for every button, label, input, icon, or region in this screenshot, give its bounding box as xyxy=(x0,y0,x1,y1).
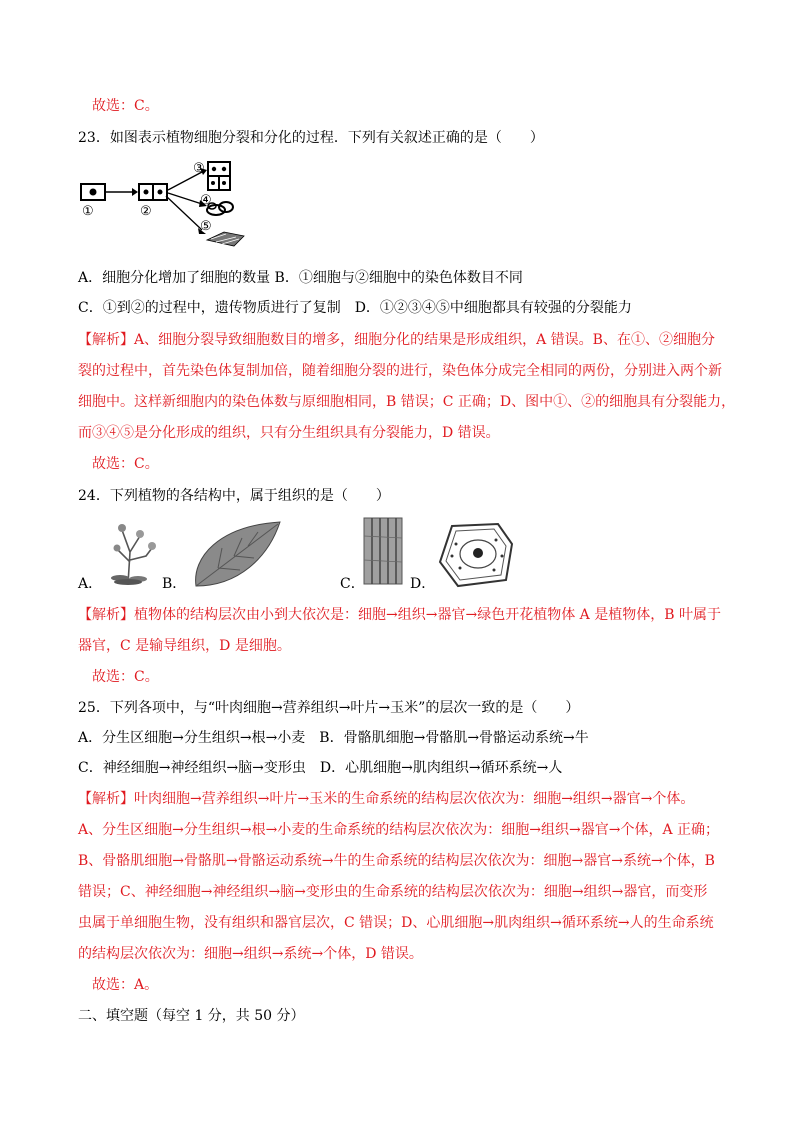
q25-analysis-line2: A、分生区细胞→分生组织→根→小麦的生命系统的结构层次依次为：细胞→组织→器官→个体，A 正确； xyxy=(78,822,720,838)
q24-option-b-label: B． xyxy=(162,576,187,592)
q24-answer: 故选：C。 xyxy=(92,669,159,685)
q23-analysis-line1: 【解析】A、细胞分裂导致细胞数目的增多，细胞分化的结果是形成组织，A 错误。B、在①、②细胞分 xyxy=(78,332,715,348)
fig-label-4: ④ xyxy=(200,193,212,208)
q25-analysis-line1: 【解析】叶肉细胞→营养组织→叶片→玉米的生命系统的结构层次依次为：细胞→组织→器官→个体。 xyxy=(78,791,695,807)
q25-options-ab: A．分生区细胞→分生组织→根→小麦 B．骨骼肌细胞→骨骼肌→骨骼运动系统→牛 xyxy=(78,730,589,746)
q23-analysis-line3: 细胞中。这样新细胞内的染色体数与原细胞相同，B 错误；C 正确；D、图中①、②的细胞具有分裂能力， xyxy=(78,394,736,410)
q25-options-cd: C．神经细胞→神经组织→脑→变形虫 D．心肌细胞→肌肉组织→循环系统→人 xyxy=(78,760,563,776)
q24-option-d-label: D． xyxy=(410,576,436,592)
previous-answer: 故选：C。 xyxy=(92,98,159,114)
q24-option-c-label: C． xyxy=(340,576,365,592)
q23-analysis-line4: 而③④⑤是分化形成的组织，只有分生组织具有分裂能力，D 错误。 xyxy=(78,425,500,441)
q24-plant-image xyxy=(100,512,162,586)
fig-label-5: ⑤ xyxy=(200,219,212,234)
section-2-heading: 二、填空题（每空 1 分，共 50 分） xyxy=(78,1008,305,1024)
q24-analysis-line1: 【解析】植物体的结构层次由小到大依次是：细胞→组织→器官→绿色开花植物体 A 是植物体，B 叶属于 xyxy=(78,607,721,623)
q25-analysis-line6: 的结构层次依次为：细胞→组织→系统→个体，D 错误。 xyxy=(78,946,423,962)
q25-analysis-line5: 虫属于单细胞生物，没有组织和器官层次，C 错误；D、心肌细胞→肌肉组织→循环系统→人的生命系统 xyxy=(78,915,714,931)
q25-analysis-line4: 错误；C、神经细胞→神经组织→脑→变形虫的生命系统的结构层次依次为：细胞→组织→器官，而变形 xyxy=(78,884,708,900)
q23-stem: 23．如图表示植物细胞分裂和分化的过程．下列有关叙述正确的是（ ） xyxy=(78,130,544,146)
q24-plant-cell-image xyxy=(436,522,516,588)
q24-analysis-line2: 器官，C 是输导组织，D 是细胞。 xyxy=(78,638,291,654)
q23-options-ab: A．细胞分化增加了细胞的数量 B．①细胞与②细胞中的染色体数目不同 xyxy=(78,270,523,286)
q24-option-a-label: A． xyxy=(78,576,103,592)
q25-stem: 25．下列各项中，与“叶肉细胞→营养组织→叶片→玉米”的层次一致的是（ ） xyxy=(78,700,580,716)
fig-label-1: ① xyxy=(82,204,94,219)
cell-division-diagram xyxy=(76,160,276,255)
q24-vessel-tissue-image xyxy=(360,516,406,586)
q23-answer: 故选：C。 xyxy=(92,456,159,472)
q25-analysis-line3: B、骨骼肌细胞→骨骼肌→骨骼运动系统→牛的生命系统的结构层次依次为：细胞→器官→系统→个体，B xyxy=(78,853,715,869)
q24-leaf-image xyxy=(188,518,283,588)
fig-label-3: ③ xyxy=(193,161,205,176)
q23-cell-division-figure xyxy=(76,160,276,255)
q23-options-cd: C．①到②的过程中，遗传物质进行了复制 D．①②③④⑤中细胞都具有较强的分裂能力 xyxy=(78,300,632,316)
fig-label-2: ② xyxy=(140,204,152,219)
q24-stem: 24．下列植物的各结构中，属于组织的是（ ） xyxy=(78,488,390,504)
q23-analysis-line2: 裂的过程中，首先染色体复制加倍，随着细胞分裂的进行，染色体分成完全相同的两份，分别进入两个新 xyxy=(78,363,722,379)
q25-answer: 故选：A。 xyxy=(92,977,159,993)
